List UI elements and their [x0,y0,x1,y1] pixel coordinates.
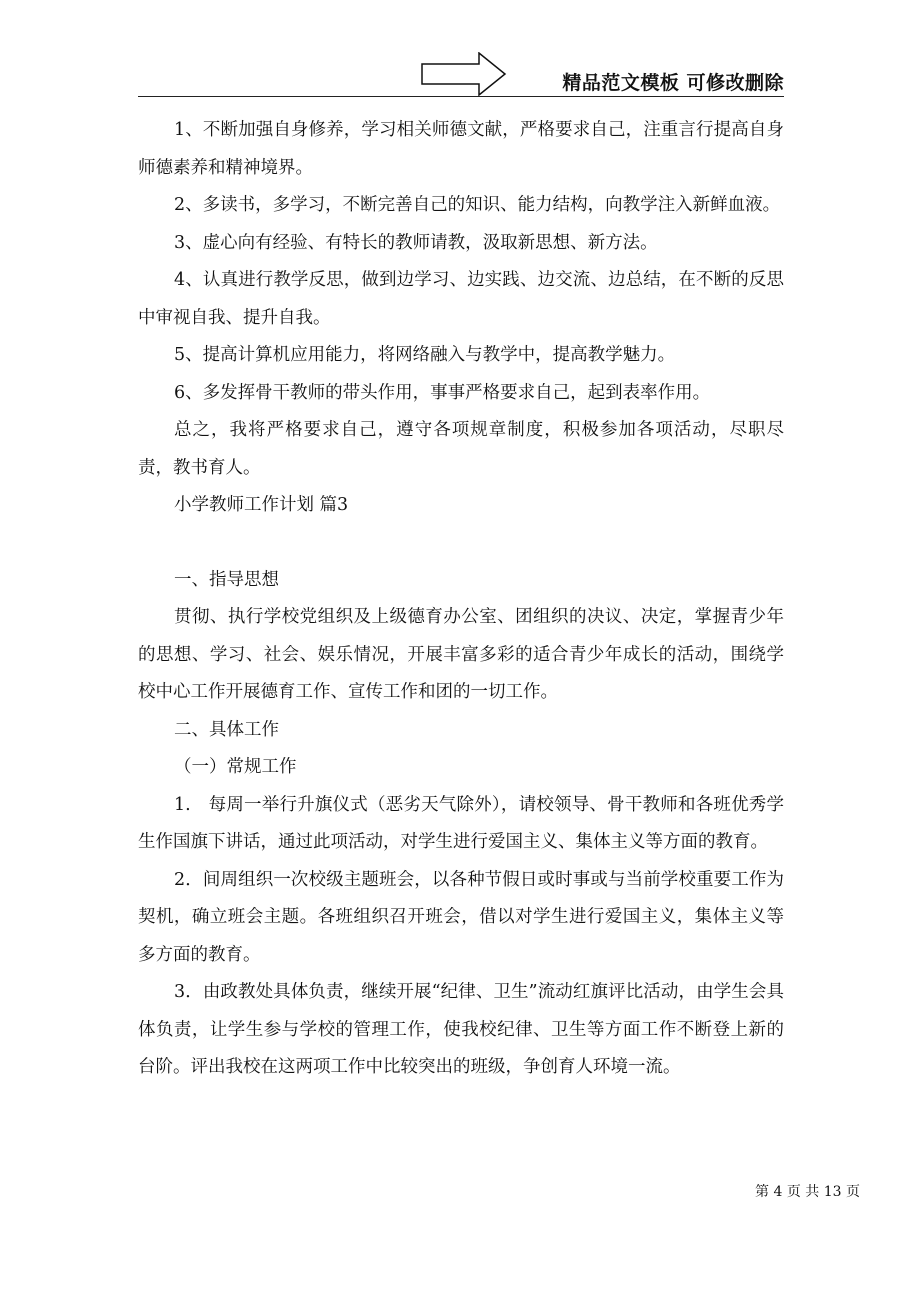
header-title: 精品范文模板 可修改删除 [562,72,784,94]
list-item: 2．间周组织一次校级主题班会，以各种节假日或时事或与当前学校重要工作为契机，确立班会主题。各班组织召开班会，借以对学生进行爱国主义，集体主义等多方面的教育。 [138,869,784,965]
paragraph: 总之，我将严格要求自己，遵守各项规章制度，积极参加各项活动，尽职尽责，教书育人。 [138,420,784,478]
right-arrow-icon [421,52,507,96]
heading-guiding: 一、指导思想 [174,569,279,590]
paragraph: 3、虚心向有经验、有特长的教师请教，汲取新思想、新方法。 [174,232,658,253]
page-number: 第 4 页 共 13 页 [755,1184,860,1200]
paragraph: 2、多读书，多学习，不断完善自己的知识、能力结构，向教学注入新鲜血液。 [174,195,781,215]
paragraph: 贯彻、执行学校党组织及上级德育办公室、团组织的决议、决定，掌握青少年的思想、学习、社会、娱乐情况，开展丰富多彩的适合青少年成长的活动，围绕学校中心工作开展德育工作、宣传工作和团的一切工作。 [138,607,784,702]
section-title: 小学教师工作计划 篇3 [174,495,349,515]
spacer [138,525,784,562]
header-divider [138,96,784,97]
list-item: 3．由政教处具体负责，继续开展“纪律、卫生”流动红旗评比活动，由学生会具体负责，让学生参与学校的管理工作，使我校纪律、卫生等方面工作不断登上新的台阶。评出我校在这两项工作中比较突出的班级，争创育人环境一流。 [138,982,784,1077]
paragraph: 1、不断加强自身修养，学习相关师德文献，严格要求自己，注重言行提高自身师德素养和精神境界。 [138,120,784,178]
list-item: 1. 每周一举行升旗仪式（恶劣天气除外），请校领导、骨干教师和各班优秀学生作国旗下讲话，通过此项活动，对学生进行爱国主义、集体主义等方面的教育。 [138,794,784,852]
paragraph: 4、认真进行教学反思，做到边学习、边实践、边交流、边总结，在不断的反思中审视自我、提升自我。 [138,270,784,328]
page-header [138,46,784,98]
subheading-routine: （一）常规工作 [174,757,297,777]
document-body [138,112,784,1087]
paragraph: 5、提高计算机应用能力，将网络融入与教学中，提高教学魅力。 [174,345,676,365]
paragraph: 6、多发挥骨干教师的带头作用，事事严格要求自己，起到表率作用。 [174,382,711,403]
heading-tasks: 二、具体工作 [174,719,279,740]
